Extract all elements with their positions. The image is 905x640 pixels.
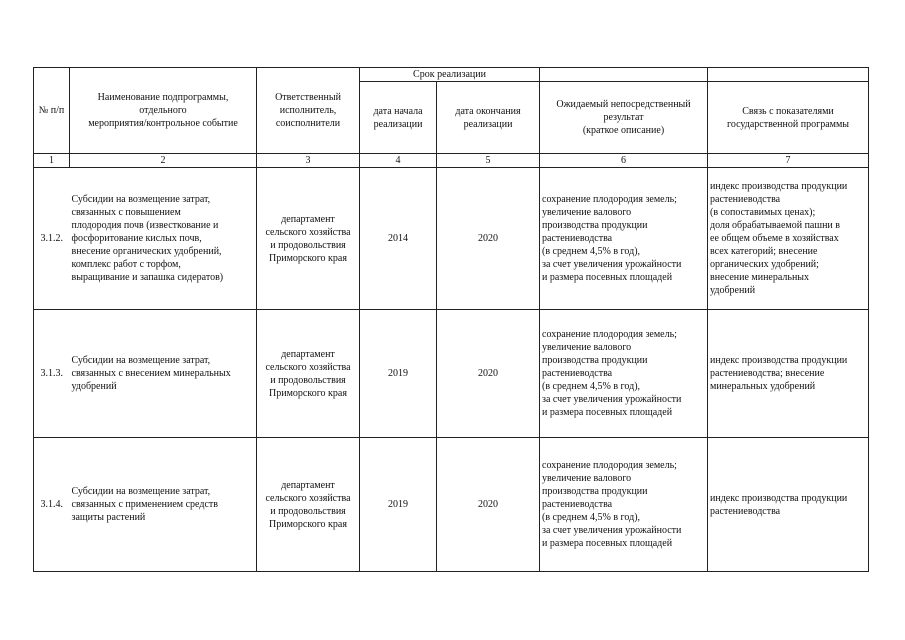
row-link: индекс производства продукции растениеводства: [708, 438, 869, 572]
header-link: Связь с показателями государственной программы: [708, 82, 869, 154]
header-row-1: [34, 68, 869, 82]
row-name: Субсидии на возмещение затрат, связанных с применением средств защиты растений: [70, 438, 257, 572]
column-number: 7: [708, 154, 869, 168]
header-period: Срок реализации: [360, 68, 540, 82]
column-number: 6: [540, 154, 708, 168]
row-number: 3.1.3.: [34, 310, 70, 438]
row-link: индекс производства продукции растениеводства; внесение минеральных удобрений: [708, 310, 869, 438]
header-link-top: [708, 68, 869, 82]
header-name: Наименование подпрограммы, отдельного мероприятия/контрольное событие: [70, 68, 257, 154]
row-result: сохранение плодородия земель; увеличение валового производства продукции растениеводства (в среднем 4,5% в год), за счет увеличения урожайности и размера посевных площадей: [540, 438, 708, 572]
row-responsible: департамент сельского хозяйства и продовольствия Приморского края: [257, 438, 360, 572]
table-row: [34, 438, 869, 572]
column-number: 4: [360, 154, 437, 168]
row-result: сохранение плодородия земель; увеличение валового производства продукции растениеводства (в среднем 4,5% в год), за счет увеличения урожайности и размера посевных площадей: [540, 310, 708, 438]
row-number: 3.1.2.: [34, 168, 70, 310]
column-number: 3: [257, 154, 360, 168]
row-number: 3.1.4.: [34, 438, 70, 572]
column-number: 1: [34, 154, 70, 168]
row-responsible: департамент сельского хозяйства и продовольствия Приморского края: [257, 310, 360, 438]
header-result: Ожидаемый непосредственный результат (краткое описание): [540, 82, 708, 154]
row-end-year: 2020: [437, 168, 540, 310]
header-number: № п/п: [34, 68, 70, 154]
program-measures-table: [33, 67, 869, 572]
header-result-top: [540, 68, 708, 82]
column-number: 2: [70, 154, 257, 168]
header-end-date: дата окончания реализации: [437, 82, 540, 154]
table-row: [34, 168, 869, 310]
row-end-year: 2020: [437, 438, 540, 572]
row-start-year: 2014: [360, 168, 437, 310]
row-end-year: 2020: [437, 310, 540, 438]
row-name: Субсидии на возмещение затрат, связанных с внесением минеральных удобрений: [70, 310, 257, 438]
row-link: индекс производства продукции растениеводства (в сопоставимых ценах); доля обрабатываемой пашни в ее общем объеме в хозяйствах всех категорий; внесение органических удобрений; внесение минеральных удобрений: [708, 168, 869, 310]
row-name: Субсидии на возмещение затрат, связанных с повышением плодородия почв (известкование и фосфоритование кислых почв, внесение органических удобрений, комплекс работ с торфом, выращивание и запашка сидератов): [70, 168, 257, 310]
header-responsible: Ответственный исполнитель, соисполнители: [257, 68, 360, 154]
table-row: [34, 310, 869, 438]
column-numbers-row: [34, 154, 869, 168]
header-start-date: дата начала реализации: [360, 82, 437, 154]
row-start-year: 2019: [360, 438, 437, 572]
row-responsible: департамент сельского хозяйства и продовольствия Приморского края: [257, 168, 360, 310]
column-number: 5: [437, 154, 540, 168]
row-result: сохранение плодородия земель; увеличение валового производства продукции растениеводства (в среднем 4,5% в год), за счет увеличения урожайности и размера посевных площадей: [540, 168, 708, 310]
row-start-year: 2019: [360, 310, 437, 438]
